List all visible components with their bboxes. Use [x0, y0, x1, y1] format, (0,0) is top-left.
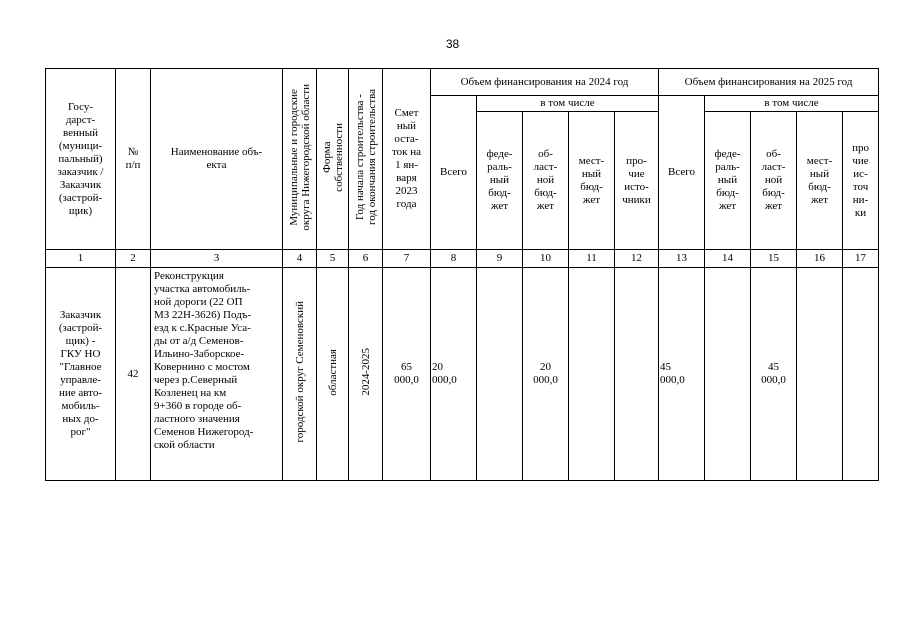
cell-other-2024 [615, 268, 659, 481]
header-other-2025: про чие ис- точ ни- ки [843, 112, 879, 250]
cell-customer: Заказчик (застрой- щик) - ГКУ НО "Главное управле- ние авто- мобиль- ных до- рог" [46, 268, 116, 481]
column-number: 17 [843, 250, 879, 268]
funding-table [45, 68, 879, 481]
cell-municipality [283, 268, 317, 481]
cell-regional-2024: 20 000,0 [523, 268, 569, 481]
cell-municipality-text: городской округ Семеновский [293, 301, 306, 443]
column-number: 5 [317, 250, 349, 268]
column-number: 9 [477, 250, 523, 268]
header-funding-2024: Объем финансирования на 2024 год [431, 69, 659, 96]
header-including-2025: в том числе [705, 96, 879, 112]
header-regional-2024: об- ласт- ной бюд- жет [523, 112, 569, 250]
header-number: № п/п [116, 69, 151, 250]
column-number: 10 [523, 250, 569, 268]
header-remaining: Смет ный оста- ток на 1 ян- варя 2023 года [383, 69, 431, 250]
header-total-2024: Всего [431, 96, 477, 250]
cell-number: 42 [116, 268, 151, 481]
cell-total-2025: 45 000,0 [659, 268, 705, 481]
column-number: 1 [46, 250, 116, 268]
cell-total-2024: 20 000,0 [431, 268, 477, 481]
column-number: 8 [431, 250, 477, 268]
header-years [349, 69, 383, 250]
column-number-row [46, 250, 879, 268]
cell-ownership [317, 268, 349, 481]
header-federal-2025: феде- раль- ный бюд- жет [705, 112, 751, 250]
header-regional-2025: об- ласт- ной бюд- жет [751, 112, 797, 250]
header-including-2024: в том числе [477, 96, 659, 112]
header-municipality [283, 69, 317, 250]
cell-ownership-text: областная [326, 348, 339, 396]
column-number: 12 [615, 250, 659, 268]
column-number: 4 [283, 250, 317, 268]
header-federal-2024: феде- раль- ный бюд- жет [477, 112, 523, 250]
column-number: 13 [659, 250, 705, 268]
column-number: 11 [569, 250, 615, 268]
column-number: 6 [349, 250, 383, 268]
cell-federal-2024 [477, 268, 523, 481]
cell-object-name: Реконструкция участка автомобиль- ной дороги (22 ОП МЗ 22Н-3626) Подъ- езд к с.Красные Уса- ды от а/д Семенов- Ильино-Заборское- Ковернино с мостом через р.Северный Козленец на км 9+360 в городе об- ластного значения Семенов Нижегород- ской области [151, 268, 283, 481]
cell-federal-2025 [705, 268, 751, 481]
cell-years-text: 2024-2025 [359, 348, 372, 396]
header-ownership [317, 69, 349, 250]
header-customer: Госу- дарст- венный (муници- пальный) заказчик / Заказчик (застрой- щик) [46, 69, 116, 250]
column-number: 3 [151, 250, 283, 268]
cell-regional-2025: 45 000,0 [751, 268, 797, 481]
header-row-1 [46, 69, 879, 96]
header-years-text: Год начала строительства - год окончания строительства [353, 89, 378, 225]
header-funding-2025: Объем финансирования на 2025 год [659, 69, 879, 96]
column-number: 15 [751, 250, 797, 268]
header-ownership-text: Форма собственности [320, 122, 345, 192]
cell-other-2025 [843, 268, 879, 481]
header-object-name: Наименование объ- екта [151, 69, 283, 250]
header-other-2024: про- чие исто- чники [615, 112, 659, 250]
column-number: 14 [705, 250, 751, 268]
header-municipality-text: Муниципальные и городские округа Нижегородской области [287, 83, 312, 231]
column-number: 7 [383, 250, 431, 268]
page-number: 38 [445, 37, 460, 51]
header-total-2025: Всего [659, 96, 705, 250]
table-row [46, 268, 879, 481]
cell-local-2024 [569, 268, 615, 481]
header-local-2025: мест- ный бюд- жет [797, 112, 843, 250]
column-number: 16 [797, 250, 843, 268]
cell-years [349, 268, 383, 481]
cell-remaining: 65 000,0 [383, 268, 431, 481]
column-number: 2 [116, 250, 151, 268]
header-local-2024: мест- ный бюд- жет [569, 112, 615, 250]
cell-local-2025 [797, 268, 843, 481]
